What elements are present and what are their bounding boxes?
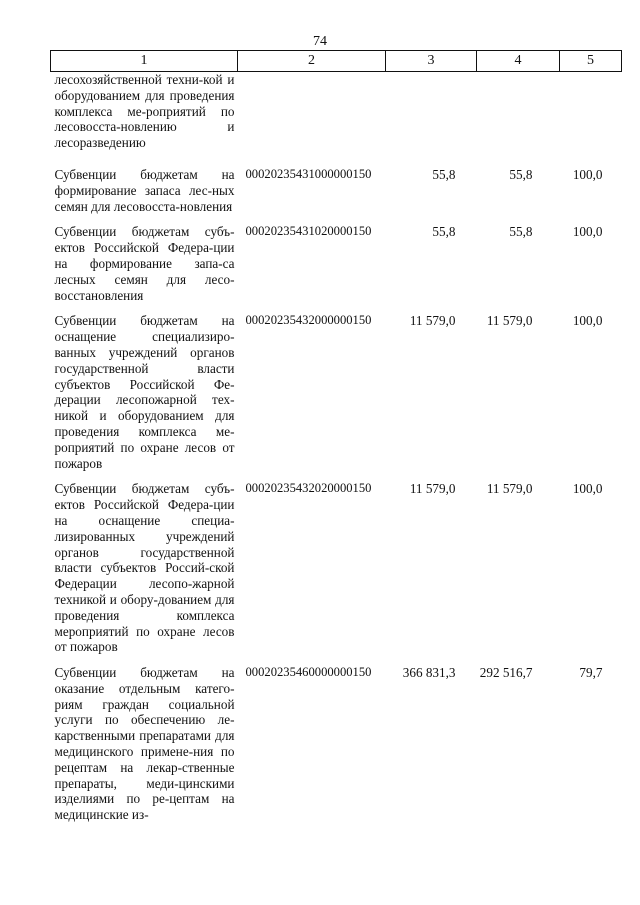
column-header-3: 3 [386,51,477,72]
row-code: 00020235432000000150 [245,313,372,328]
row-col5: 100,0 [572,481,603,497]
row-name: лесохозяйственной техни-кой и оборудованием для проведения комплекса ме-роприятий по лесовосста-новлению и лесоразведению [54,72,235,151]
row-name: Субвенции бюджетам субъ-ектов Российской Федера-ции на формирование запа-са лесных семян для лесо-восстановления [54,224,235,303]
table-row [51,481,622,665]
row-name: Субвенции бюджетам субъ-ектов Российской Федера-ции на оснащение специа-лизированных учреждений органов государственной власти субъектов Россий-ской Федерации лесопо-жарной техникой и обору-дованием для проведения комплекса мероприятий по охране лесов от пожаров [54,481,235,655]
row-code: 00020235431000000150 [245,166,372,181]
row-col3: 55,8 [432,224,456,240]
table-row [51,72,622,167]
row-col4: 11 579,0 [486,313,533,329]
row-name: Субвенции бюджетам на оказание отдельным катего-риям граждан социальной услуги по обеспечению ле-карственными препаратами для медицинского примене-ния по рецептам на лекар-ственные препараты, меди-цинскими изделиями по ре-цептам на медицинские из- [54,665,235,823]
row-col4: 292 516,7 [479,665,533,681]
page-number: 74 [313,34,327,49]
row-col3: 55,8 [432,166,456,182]
column-header-5: 5 [560,51,622,72]
row-code: 00020235432020000150 [245,481,372,496]
table-row [51,167,622,224]
row-col4: 55,8 [509,166,533,182]
table-header-row [51,51,622,72]
row-col5 [560,72,622,167]
budget-table-wrapper [50,50,621,833]
row-col5: 79,7 [579,665,603,681]
row-col3 [386,72,477,167]
row-col3: 366 831,3 [402,665,456,681]
row-name: Субвенции бюджетам на оснащение специализиро-ванных учреждений органов государственной власти субъектов Российской Фе-дерации лесопожарной тех-никой и оборудованием для проведения комплекса ме-роприятий по охране лесов от пожаров [54,313,235,471]
row-col3: 11 579,0 [409,313,456,329]
row-name: Субвенции бюджетам на формирование запаса лес-ных семян для лесовосста-новления [54,166,235,214]
column-header-4: 4 [477,51,560,72]
table-row [51,224,622,313]
row-code: 00020235460000000150 [245,665,372,680]
row-col4: 11 579,0 [486,481,533,497]
row-code [238,72,386,167]
row-code: 00020235431020000150 [245,224,372,239]
budget-table [50,50,622,833]
row-col5: 100,0 [572,224,603,240]
row-col5: 100,0 [572,166,603,182]
column-header-2: 2 [238,51,386,72]
table-row [51,665,622,833]
table-row [51,313,622,481]
row-col4: 55,8 [509,224,533,240]
column-header-1: 1 [51,51,238,72]
row-col4 [477,72,560,167]
row-col3: 11 579,0 [409,481,456,497]
row-col5: 100,0 [572,313,603,329]
